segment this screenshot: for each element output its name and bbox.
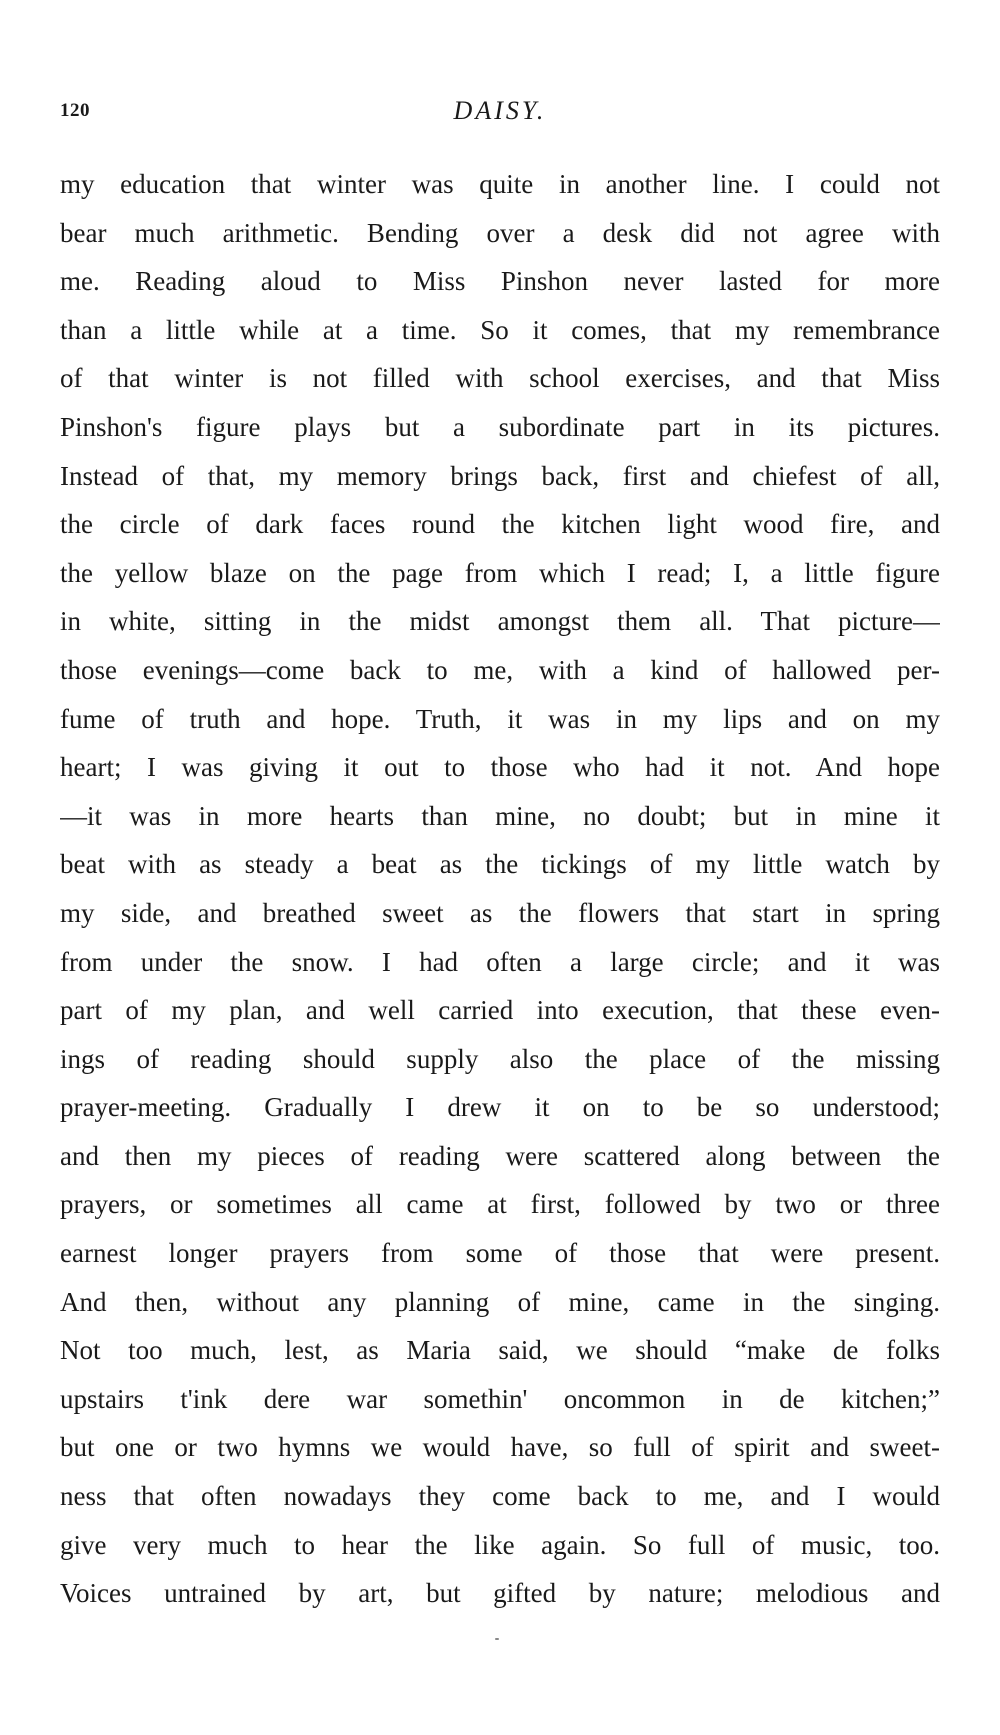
text-line: the yellow blaze on the page from which I read; I, a little figure bbox=[60, 557, 940, 588]
text-line: Instead of that, my memory brings back, first and chiefest of all, bbox=[60, 460, 940, 491]
text-line: give very much to hear the like again. So full of music, too. bbox=[60, 1529, 940, 1560]
text-line: beat with as steady a beat as the tickings of my little watch by bbox=[60, 849, 940, 880]
text-line: but one or two hymns we would have, so full of spirit and sweet- bbox=[60, 1432, 940, 1463]
page-header bbox=[60, 96, 940, 130]
text-line: bear much arithmetic. Bending over a desk did not agree with bbox=[60, 217, 940, 248]
text-line: upstairs t'ink dere war somethin' oncommon in de kitchen;” bbox=[60, 1383, 940, 1414]
text-line: Voices untrained by art, but gifted by nature; melodious and bbox=[60, 1578, 940, 1609]
text-line: from under the snow. I had often a large circle; and it was bbox=[60, 946, 940, 977]
page-number: 120 bbox=[60, 100, 90, 121]
text-line: And then, without any planning of mine, came in the singing. bbox=[60, 1286, 940, 1317]
text-line: those evenings—come back to me, with a kind of hallowed per- bbox=[60, 654, 940, 685]
text-line: heart; I was giving it out to those who had it not. And hope bbox=[60, 752, 940, 783]
text-line: me. Reading aloud to Miss Pinshon never lasted for more bbox=[60, 266, 940, 297]
text-line: of that winter is not filled with school exercises, and that Miss bbox=[60, 363, 940, 394]
text-line: Pinshon's figure plays but a subordinate part in its pictures. bbox=[60, 411, 940, 442]
text-line: earnest longer prayers from some of those that were present. bbox=[60, 1238, 940, 1269]
running-title: DAISY. bbox=[453, 96, 547, 125]
body-text bbox=[60, 160, 940, 1618]
text-line: the circle of dark faces round the kitchen light wood fire, and bbox=[60, 509, 940, 540]
text-line: my education that winter was quite in another line. I could not bbox=[60, 169, 940, 199]
print-speck bbox=[495, 1638, 499, 1640]
text-line: ness that often nowadays they come back to me, and I would bbox=[60, 1481, 940, 1512]
text-line: prayers, or sometimes all came at first, followed by two or three bbox=[60, 1189, 940, 1220]
text-line: in white, sitting in the midst amongst them all. That picture— bbox=[60, 606, 940, 637]
text-line: part of my plan, and well carried into execution, that these even- bbox=[60, 995, 940, 1026]
text-line: —it was in more hearts than mine, no doubt; but in mine it bbox=[60, 800, 940, 831]
text-line: and then my pieces of reading were scattered along between the bbox=[60, 1140, 940, 1171]
text-line: ings of reading should supply also the place of the missing bbox=[60, 1043, 940, 1074]
text-line: than a little while at a time. So it comes, that my remembrance bbox=[60, 314, 940, 345]
text-line: Not too much, lest, as Maria said, we should “make de folks bbox=[60, 1335, 940, 1366]
text-line: my side, and breathed sweet as the flowers that start in spring bbox=[60, 897, 940, 928]
text-line: fume of truth and hope. Truth, it was in my lips and on my bbox=[60, 703, 940, 734]
text-line: prayer-meeting. Gradually I drew it on to be so understood; bbox=[60, 1092, 940, 1123]
